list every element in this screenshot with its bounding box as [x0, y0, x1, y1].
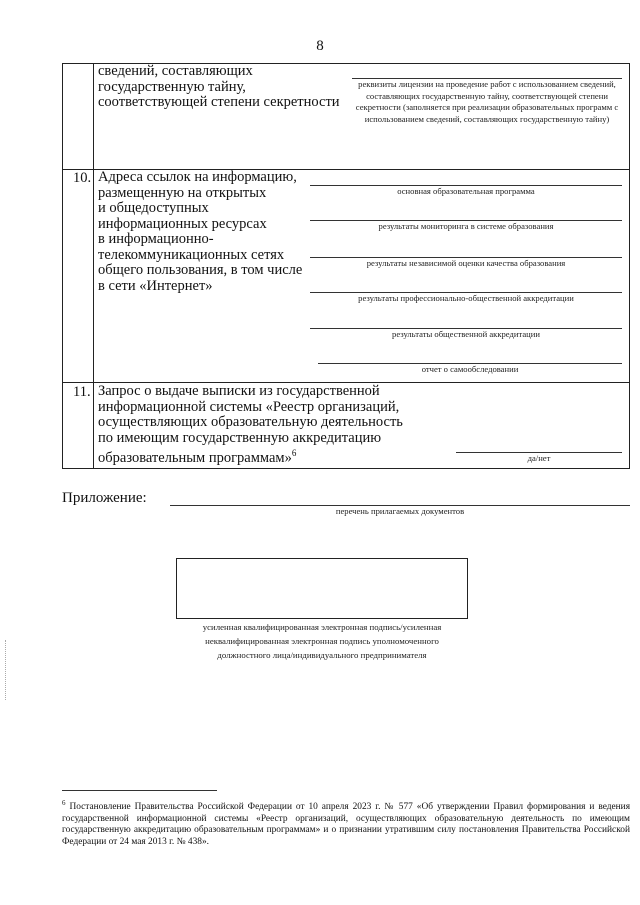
row-10-number: 10.	[73, 170, 92, 186]
link-hint: отчет о самообследовании	[421, 364, 519, 374]
signature-box[interactable]	[176, 558, 468, 619]
signature-hint: усиленная квалифицированная электронная подпись/усиленная неквалифицированная электронная подпись уполномоченного должностного лица/индивидуального предпринимателя	[202, 622, 442, 660]
attachment-label: Приложение:	[62, 490, 147, 506]
footnote	[62, 798, 630, 848]
row-cont-label: сведений, составляющих государственную тайну, соответствующей степени секретности	[98, 63, 340, 110]
link-hint: результаты независимой оценки качества образования	[366, 258, 566, 268]
row-10-label: Адреса ссылок на информацию, размещенную на открытых и общедоступных информационных ресурсах в информационно- телекоммуникационных сетях общего пользования, в том числе в сети «Интернет»	[98, 169, 303, 294]
attachment-hint: перечень прилагаемых документов	[335, 506, 465, 516]
link-hint: результаты общественной аккредитации	[392, 329, 540, 339]
page-number: 8	[316, 38, 324, 54]
footnote-separator	[62, 790, 217, 791]
footnote-text: Постановление Правительства Российской Федерации от 10 апреля 2023 г. № 577 «Об утверждении Правил формирования и ведения государственной информационной системы «Реестр организаций, осуществляющих образовательную деятельность по имеющим государственную аккредитацию образовательным программам» и о признании утратившим силу постановления Правительства Российской Федерации от 24 мая 2013 г. № 438».	[62, 802, 631, 847]
link-hint: результаты профессионально-общественной аккредитации	[358, 293, 574, 303]
yes-no-hint: да/нет	[527, 453, 551, 463]
license-details-hint: реквизиты лицензии на проведение работ с использованием сведений, составляющих государственную тайну, соответствующей степени секретности (заполняется при реализации образовательных программ с использованием сведений, составляющих государственную тайну)	[355, 79, 619, 124]
link-hint: основная образовательная программа	[397, 186, 535, 196]
link-hint: результаты мониторинга в системе образования	[378, 221, 554, 231]
footnote-marker: 6	[62, 799, 66, 807]
row-11-number: 11.	[73, 384, 91, 400]
footnote-ref: 6	[291, 448, 297, 458]
scan-margin-mark	[5, 640, 8, 700]
number-column-divider	[93, 64, 94, 468]
row-11-label: Запрос о выдаче выписки из государственной информационной системы «Реестр организаций, осуществляющих образовательную деятельность по имеющим государственную аккредитацию образовательным программам»$^6$	[98, 383, 403, 466]
